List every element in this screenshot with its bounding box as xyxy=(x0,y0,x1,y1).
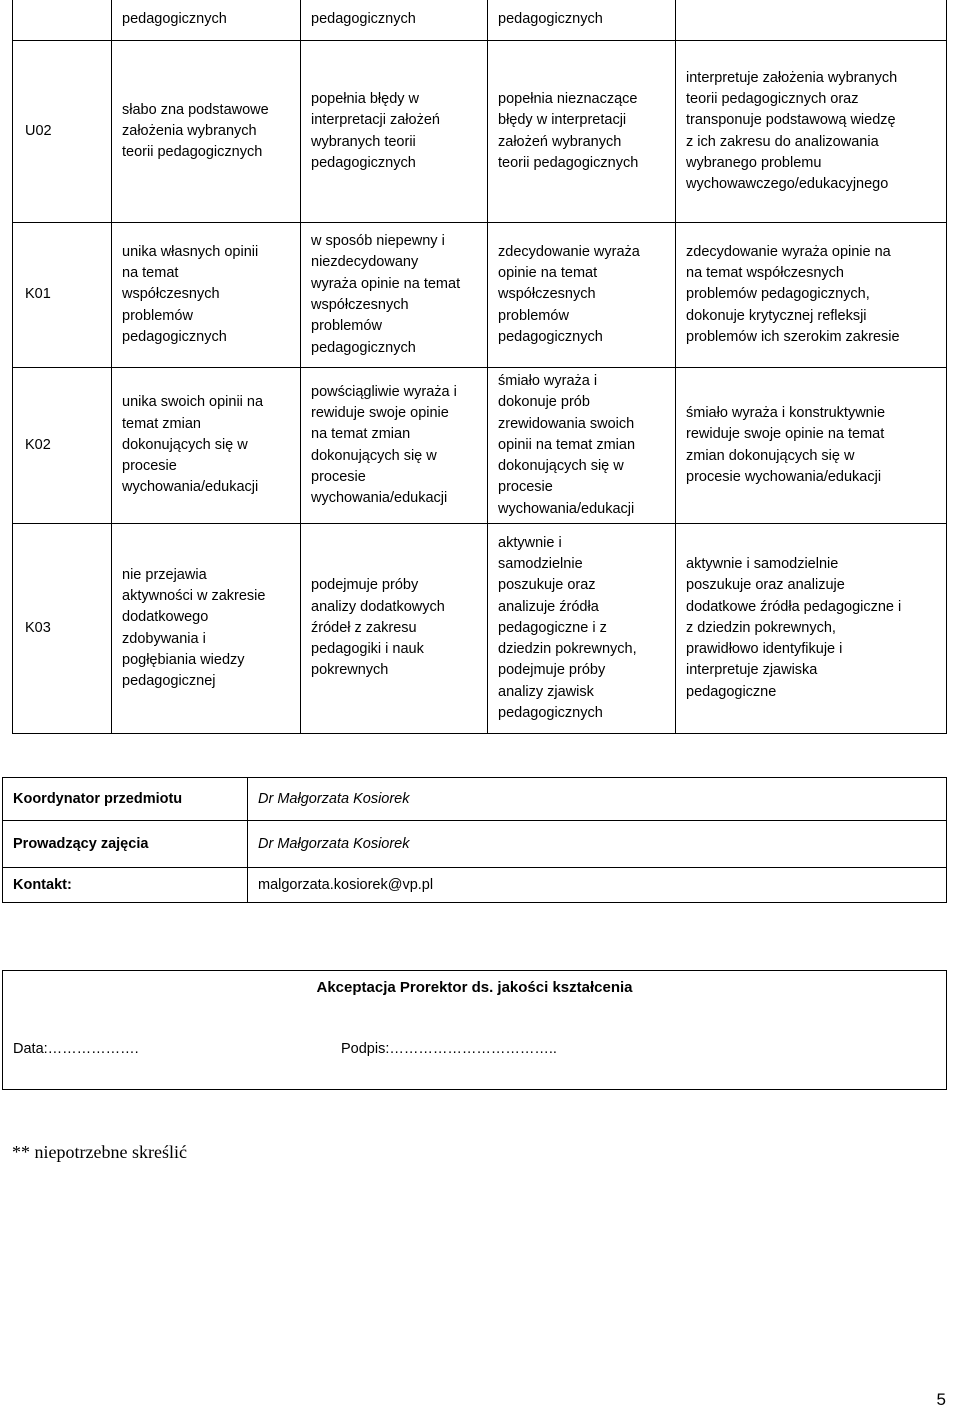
coordinator-value: Dr Małgorzata Kosiorek xyxy=(248,778,947,821)
table-row-continuation xyxy=(13,0,947,41)
cell-line: rewiduje swoje opinie na temat xyxy=(686,426,885,443)
cell-line: aktywnie i xyxy=(498,534,562,551)
criteria-cell xyxy=(112,368,301,524)
cell-line: dokonuje prób xyxy=(498,394,590,411)
criteria-cell xyxy=(488,524,676,734)
cell-line: poszukuje oraz xyxy=(498,577,596,594)
criteria-cell xyxy=(676,41,947,223)
cell-line: problemów xyxy=(498,307,569,324)
cell-line: analizuje źródła xyxy=(498,598,599,615)
date-field: Data:………………. xyxy=(13,1041,139,1057)
row-code: U02 xyxy=(13,41,112,223)
criteria-cell xyxy=(112,223,301,368)
criteria-cell xyxy=(488,223,676,368)
table-row xyxy=(3,778,947,821)
cell-line: rewiduje swoje opinie xyxy=(311,404,449,421)
cell-line: podejmuje próby xyxy=(498,662,606,679)
cell xyxy=(676,0,947,41)
cell-line: wychowania/edukacji xyxy=(311,490,448,507)
cell-line: procesie xyxy=(311,468,366,485)
teacher-label: Prowadzący zajęcia xyxy=(3,821,248,868)
cell-line: teorii pedagogicznych oraz xyxy=(686,90,859,107)
signature-field: Podpis:…………………………….. xyxy=(341,1041,557,1057)
cell-line: analizy dodatkowych xyxy=(311,598,445,615)
cell-line: śmiało wyraża i xyxy=(498,372,598,389)
cell-line: problemów ich szerokim zakresie xyxy=(686,328,900,345)
cell-line: pedagogiczne xyxy=(686,683,777,700)
table-row xyxy=(13,223,947,368)
acceptance-title: Akceptacja Prorektor ds. jakości kształcenia xyxy=(316,979,633,996)
cell-line: dodatkowego xyxy=(122,609,209,626)
cell-line: opinii na temat zmian xyxy=(498,436,636,453)
cell-line: pedagogicznych xyxy=(311,339,416,356)
cell-line: teorii pedagogicznych xyxy=(498,154,639,171)
cell-line: dziedzin pokrewnych, xyxy=(498,641,637,658)
cell-line: procesie xyxy=(122,458,177,475)
cell-line: z ich zakresu do analizowania xyxy=(686,133,879,150)
row-code: K03 xyxy=(13,524,112,734)
cell-line: interpretacji założeń xyxy=(311,112,440,129)
criteria-cell xyxy=(676,524,947,734)
cell-line: wyraża opinie na temat xyxy=(311,275,461,292)
cell-line: słabo zna podstawowe xyxy=(122,101,269,118)
cell-line: na temat współczesnych xyxy=(686,265,844,282)
row-code: K01 xyxy=(13,223,112,368)
cell-line: na temat zmian xyxy=(311,426,411,443)
assessment-table xyxy=(12,0,947,734)
cell-line: zmian dokonujących się w xyxy=(686,447,855,464)
cell-line: interpretuje zjawiska xyxy=(686,662,818,679)
cell-line: popełnia błędy w xyxy=(311,90,420,107)
cell-line: aktywnie i samodzielnie xyxy=(686,555,839,572)
cell-line: pedagogicznych xyxy=(311,154,416,171)
cell-line: interpretuje założenia wybranych xyxy=(686,69,898,86)
cell-line: nie przejawia xyxy=(122,566,207,583)
cell-line: problemów xyxy=(311,318,382,335)
cell-line: źródeł z zakresu xyxy=(311,619,417,636)
cell-line: założenia wybranych xyxy=(122,122,257,139)
cell-line: analizy zjawisk xyxy=(498,683,594,700)
table-row xyxy=(3,868,947,903)
cell-line: pedagogicznych xyxy=(122,328,227,345)
cell-line: wybranych teorii xyxy=(311,133,416,150)
footnote: ** niepotrzebne skreślić xyxy=(12,1142,187,1162)
cell-line: na temat xyxy=(122,265,179,282)
cell: pedagogicznych xyxy=(112,0,301,41)
cell-line: niezdecydowany xyxy=(311,254,419,271)
cell-line: procesie xyxy=(498,479,553,496)
criteria-cell xyxy=(301,223,488,368)
cell-line: pedagogicznej xyxy=(122,673,216,690)
cell-line: procesie wychowania/edukacji xyxy=(686,468,882,485)
cell-line: dodatkowe źródła pedagogiczne i xyxy=(686,598,902,615)
cell-line: pedagogicznych xyxy=(498,705,603,722)
cell-line: zdecydowanie wyraża xyxy=(498,243,640,260)
cell-line: współczesnych xyxy=(311,297,409,313)
cell-line: zdecydowanie wyraża opinie na xyxy=(686,243,891,260)
cell: pedagogicznych xyxy=(301,0,488,41)
cell-line: powściągliwie wyraża i xyxy=(311,383,457,400)
acceptance-box xyxy=(2,970,947,1090)
contact-label: Kontakt: xyxy=(3,868,248,903)
criteria-cell xyxy=(301,524,488,734)
cell-line: dokonuje krytycznej refleksji xyxy=(686,307,867,324)
cell-line: dokonujących się w xyxy=(311,447,437,464)
cell-line: problemów xyxy=(122,307,193,324)
criteria-cell xyxy=(488,368,676,524)
cell xyxy=(13,0,112,41)
cell-line: błędy w interpretacji xyxy=(498,112,627,129)
table-row xyxy=(13,368,947,524)
cell-line: prawidłowo identyfikuje i xyxy=(686,641,843,658)
cell-line: wybranego problemu xyxy=(686,154,822,171)
cell-line: zdobywania i xyxy=(122,630,206,647)
cell-line: pedagogiczne i z xyxy=(498,619,607,636)
criteria-cell xyxy=(676,368,947,524)
criteria-cell xyxy=(301,41,488,223)
criteria-cell xyxy=(488,41,676,223)
cell-line: pokrewnych xyxy=(311,662,389,679)
cell-line: wychowania/edukacji xyxy=(122,479,259,496)
page-number: 5 xyxy=(936,1390,946,1409)
cell-line: samodzielnie xyxy=(498,555,583,572)
teacher-value: Dr Małgorzata Kosiorek xyxy=(248,821,947,868)
cell-line: dokonujących się w xyxy=(498,458,624,475)
criteria-cell xyxy=(112,41,301,223)
cell-line: pedagogiki i nauk xyxy=(311,641,424,658)
cell-line: transponuje podstawową wiedzę xyxy=(686,112,896,129)
course-info-table xyxy=(2,777,947,903)
cell-line: dokonujących się w xyxy=(122,436,248,453)
criteria-cell xyxy=(112,524,301,734)
cell-line: zrewidowania swoich xyxy=(498,415,635,432)
criteria-cell xyxy=(676,223,947,368)
row-code: K02 xyxy=(13,368,112,524)
cell-line: z dziedzin pokrewnych, xyxy=(686,619,836,636)
table-row xyxy=(13,41,947,223)
table-row xyxy=(13,524,947,734)
cell-line: wychowania/edukacji xyxy=(498,500,635,517)
cell-line: aktywności w zakresie xyxy=(122,587,266,604)
contact-value: malgorzata.kosiorek@vp.pl xyxy=(248,868,947,903)
cell-line: unika swoich opinii na xyxy=(122,394,264,411)
table-row xyxy=(3,821,947,868)
coordinator-label: Koordynator przedmiotu xyxy=(3,778,248,821)
cell-line: w sposób niepewny i xyxy=(311,233,445,250)
criteria-cell xyxy=(301,368,488,524)
cell-line: poszukuje oraz analizuje xyxy=(686,577,845,594)
cell-line: temat zmian xyxy=(122,415,201,432)
cell-line: problemów pedagogicznych, xyxy=(686,286,870,303)
cell-line: opinie na temat xyxy=(498,265,598,282)
cell-line: wychowawczego/edukacyjnego xyxy=(686,176,889,193)
cell-line: pedagogicznych xyxy=(498,328,603,345)
cell-line: popełnia nieznaczące xyxy=(498,90,638,107)
cell-line: założeń wybranych xyxy=(498,133,622,150)
cell-line: podejmuje próby xyxy=(311,577,419,594)
cell-line: unika własnych opinii xyxy=(122,243,259,260)
cell-line: pogłębiania wiedzy xyxy=(122,651,245,668)
cell-line: teorii pedagogicznych xyxy=(122,144,263,161)
cell: pedagogicznych xyxy=(488,0,676,41)
cell-line: współczesnych xyxy=(498,286,596,303)
cell-line: śmiało wyraża i konstruktywnie xyxy=(686,404,886,421)
cell-line: współczesnych xyxy=(122,286,220,303)
